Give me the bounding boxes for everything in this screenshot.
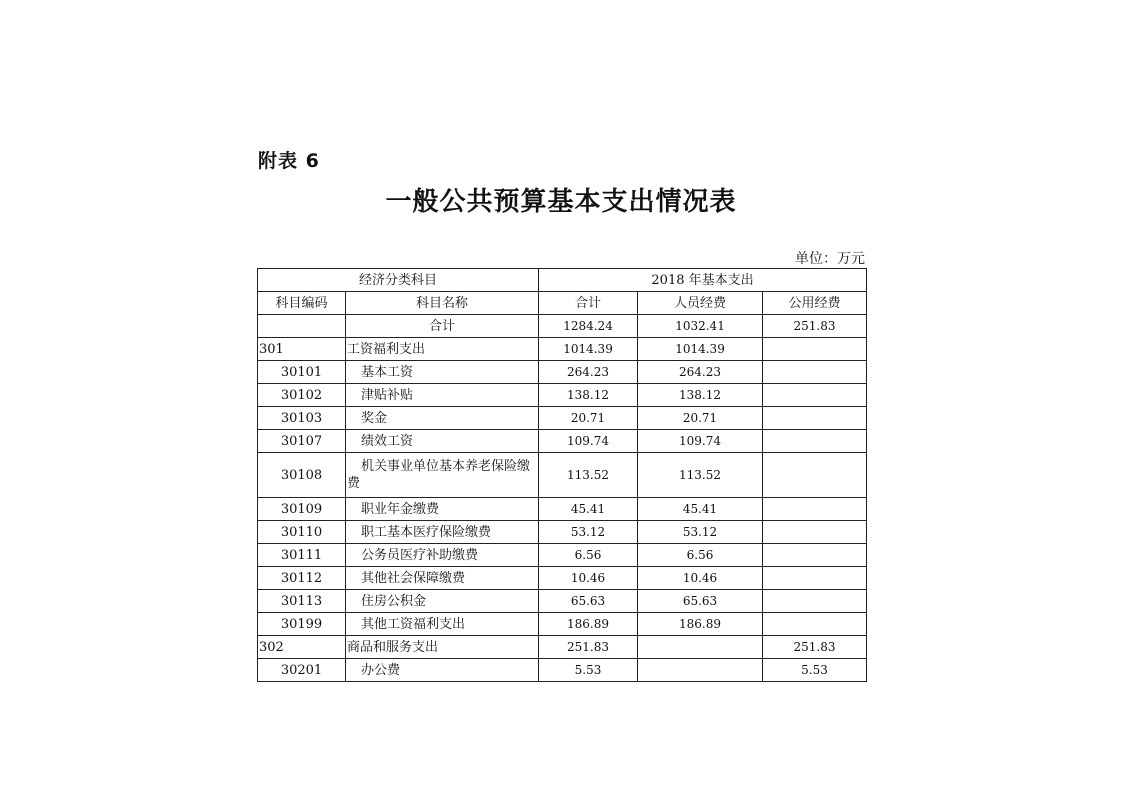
subject-code-cell: 30199 (258, 613, 346, 636)
total-row-public: 251.83 (763, 315, 867, 338)
subject-code-cell: 30201 (258, 659, 346, 682)
annex-label: 附表 6 (258, 150, 320, 172)
subject-code-cell: 30108 (258, 453, 346, 498)
subject-code-cell: 30110 (258, 521, 346, 544)
subject-name-cell: 基本工资 (346, 361, 539, 384)
subject-code-cell: 30113 (258, 590, 346, 613)
total-row-name: 合计 (346, 315, 539, 338)
personnel-cell: 65.63 (638, 590, 763, 613)
total-cell: 138.12 (539, 384, 638, 407)
public-cell (763, 590, 867, 613)
personnel-cell: 186.89 (638, 613, 763, 636)
header-subject-name: 科目名称 (346, 292, 539, 315)
total-cell: 6.56 (539, 544, 638, 567)
header-column-row (258, 292, 867, 315)
personnel-cell: 264.23 (638, 361, 763, 384)
public-cell (763, 453, 867, 498)
subject-name-cell: 绩效工资 (346, 430, 539, 453)
header-personnel-expenses: 人员经费 (638, 292, 763, 315)
public-cell (763, 338, 867, 361)
personnel-cell (638, 636, 763, 659)
table-row (258, 453, 867, 498)
subject-code-cell: 30107 (258, 430, 346, 453)
public-cell (763, 384, 867, 407)
public-cell (763, 498, 867, 521)
total-row-total: 1284.24 (539, 315, 638, 338)
subject-name-cell: 住房公积金 (346, 590, 539, 613)
table-row (258, 430, 867, 453)
header-subject-code: 科目编码 (258, 292, 346, 315)
personnel-cell: 45.41 (638, 498, 763, 521)
total-row (258, 315, 867, 338)
subject-code-cell: 30111 (258, 544, 346, 567)
public-cell (763, 361, 867, 384)
header-public-expenses: 公用经费 (763, 292, 867, 315)
personnel-cell: 10.46 (638, 567, 763, 590)
public-cell (763, 613, 867, 636)
header-economic-classification: 经济分类科目 (258, 269, 539, 292)
personnel-cell: 53.12 (638, 521, 763, 544)
personnel-cell: 20.71 (638, 407, 763, 430)
table-row (258, 338, 867, 361)
total-cell: 45.41 (539, 498, 638, 521)
table-row (258, 407, 867, 430)
table-row (258, 361, 867, 384)
subject-code-cell: 30102 (258, 384, 346, 407)
subject-code-cell: 30101 (258, 361, 346, 384)
public-cell (763, 567, 867, 590)
personnel-cell (638, 659, 763, 682)
public-cell (763, 430, 867, 453)
table-row (258, 521, 867, 544)
subject-name-cell: 其他社会保障缴费 (346, 567, 539, 590)
personnel-cell: 109.74 (638, 430, 763, 453)
total-cell: 251.83 (539, 636, 638, 659)
subject-name-cell: 工资福利支出 (346, 338, 539, 361)
table-row (258, 636, 867, 659)
subject-name-cell: 其他工资福利支出 (346, 613, 539, 636)
subject-name-cell: 商品和服务支出 (346, 636, 539, 659)
unit-label: 单位：万元 (795, 251, 865, 267)
table-row (258, 613, 867, 636)
subject-code-cell: 302 (258, 636, 346, 659)
subject-name-cell: 办公费 (346, 659, 539, 682)
total-row-personnel: 1032.41 (638, 315, 763, 338)
total-cell: 1014.39 (539, 338, 638, 361)
subject-code-cell: 30103 (258, 407, 346, 430)
header-group-row (258, 269, 867, 292)
table-row (258, 384, 867, 407)
total-cell: 113.52 (539, 453, 638, 498)
total-cell: 65.63 (539, 590, 638, 613)
total-cell: 20.71 (539, 407, 638, 430)
total-cell: 53.12 (539, 521, 638, 544)
public-cell: 251.83 (763, 636, 867, 659)
total-cell: 264.23 (539, 361, 638, 384)
subject-code-cell: 301 (258, 338, 346, 361)
table-row (258, 567, 867, 590)
personnel-cell: 6.56 (638, 544, 763, 567)
header-2018-basic-expenditure: 2018 年基本支出 (539, 269, 867, 292)
total-cell: 5.53 (539, 659, 638, 682)
public-cell: 5.53 (763, 659, 867, 682)
total-row-code (258, 315, 346, 338)
total-cell: 186.89 (539, 613, 638, 636)
subject-name-cell: 机关事业单位基本养老保险缴费 (346, 453, 539, 498)
table-row (258, 590, 867, 613)
table-row (258, 659, 867, 682)
subject-code-cell: 30112 (258, 567, 346, 590)
subject-name-cell: 奖金 (346, 407, 539, 430)
budget-table (257, 268, 867, 682)
public-cell (763, 521, 867, 544)
page-title: 一般公共预算基本支出情况表 (385, 187, 737, 217)
public-cell (763, 544, 867, 567)
subject-name-cell: 职业年金缴费 (346, 498, 539, 521)
public-cell (763, 407, 867, 430)
subject-name-cell: 津贴补贴 (346, 384, 539, 407)
subject-code-cell: 30109 (258, 498, 346, 521)
personnel-cell: 1014.39 (638, 338, 763, 361)
total-cell: 109.74 (539, 430, 638, 453)
table-row (258, 544, 867, 567)
table-row (258, 498, 867, 521)
personnel-cell: 113.52 (638, 453, 763, 498)
total-cell: 10.46 (539, 567, 638, 590)
subject-name-cell: 公务员医疗补助缴费 (346, 544, 539, 567)
header-total: 合计 (539, 292, 638, 315)
personnel-cell: 138.12 (638, 384, 763, 407)
subject-name-cell: 职工基本医疗保险缴费 (346, 521, 539, 544)
